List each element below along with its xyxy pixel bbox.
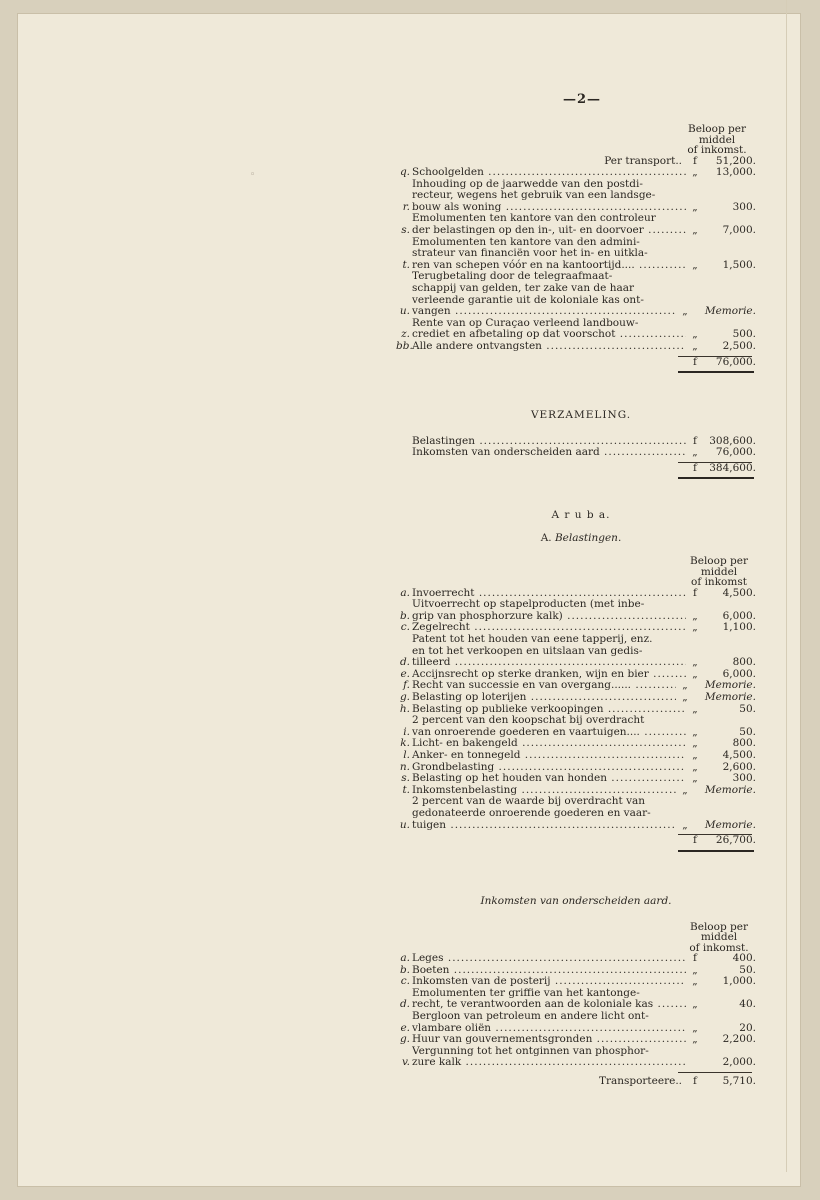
list-item: [396, 796, 756, 831]
item-text: [412, 213, 686, 236]
item-amount: 6,000.: [722, 609, 756, 622]
item-currency: „: [692, 667, 698, 680]
curacao-section: [396, 124, 756, 373]
aruba-title: A r u b a.: [551, 509, 611, 521]
item-line: Vergunning tot het ontginnen van phosphor-: [412, 1045, 649, 1057]
list-item: [396, 213, 756, 236]
item-line: Belasting op loterijen .....: [412, 692, 676, 704]
item-currency: „: [692, 963, 698, 976]
item-currency: f: [693, 434, 697, 447]
item-text: [412, 1011, 686, 1034]
item-amount: Memorie.: [704, 783, 756, 796]
item-text: [412, 953, 686, 965]
item-line: Alle andere ontvangsten .....: [412, 341, 686, 353]
item-currency: „: [692, 749, 698, 761]
item-amount: 6,000.: [722, 667, 756, 680]
item-currency: „: [682, 783, 688, 796]
aruba-column-header: Beloop per middel of inkomst: [690, 555, 748, 589]
item-line: crediet en afbetaling op dat voorschot .....: [412, 329, 686, 341]
item-line: Invoerrecht .....: [412, 588, 686, 600]
list-item: [396, 692, 756, 704]
item-letter: c.: [400, 621, 410, 634]
item-line: gedonateerde onroerende goederen en vaar-: [412, 806, 651, 819]
item-text: [412, 680, 676, 692]
list-item: [396, 1034, 756, 1046]
item-text: [412, 634, 686, 669]
item-amount: 50.: [739, 963, 756, 976]
list-item: [396, 341, 756, 353]
aruba-items: [396, 588, 756, 831]
item-text: [412, 692, 676, 704]
item-line: Huur van gouvernementsgronden .....: [412, 1034, 686, 1046]
item-currency: „: [682, 818, 688, 831]
list-item: [396, 588, 756, 600]
item-amount: 50.: [739, 702, 756, 715]
item-line: zure kalk .....: [412, 1057, 686, 1069]
item-line: Inhouding op de jaarwedde van den postdi-: [412, 178, 643, 190]
item-letter: l.: [403, 749, 410, 761]
item-letter: d.: [399, 998, 410, 1011]
item-line: Boeten .....: [412, 965, 686, 977]
item-letter: f.: [403, 679, 410, 692]
item-line: Accijnsrecht op sterke dranken, wijn en bier .....: [412, 669, 686, 681]
item-line: Inkomstenbelasting .....: [412, 785, 676, 797]
item-text: [412, 588, 686, 600]
item-amount: 500.: [732, 328, 756, 341]
list-item: [396, 669, 756, 681]
curacao-items: [396, 167, 756, 353]
item-currency: „: [682, 305, 688, 318]
list-item: [396, 271, 756, 317]
item-text: [412, 785, 676, 797]
item-letter: u.: [399, 818, 410, 831]
item-line: Belasting op het houden van honden .....: [412, 773, 686, 785]
item-currency: „: [692, 760, 698, 773]
list-item: [396, 447, 756, 459]
inkomsten-title: Inkomsten van onderscheiden aard.: [480, 895, 672, 907]
item-letter: c.: [400, 975, 410, 988]
item-line: vangen .....: [412, 306, 676, 318]
item-line: van onroerende goederen en vaartuigen.... .....: [412, 727, 686, 739]
list-item: [396, 704, 756, 716]
item-letter: n.: [399, 760, 410, 773]
item-amount: 2,500.: [722, 340, 756, 352]
item-amount: 20.: [739, 1021, 756, 1034]
item-text: [412, 436, 686, 448]
item-text: [412, 750, 686, 762]
page-number: —2—: [563, 92, 602, 107]
verzameling-title: VERZAMELING.: [530, 409, 632, 421]
item-text: [412, 179, 686, 214]
item-currency: „: [692, 340, 698, 352]
item-currency: „: [692, 772, 698, 785]
item-line: verleende garantie uit de koloniale kas ont-: [412, 293, 644, 306]
item-line: Schoolgelden .....: [412, 167, 686, 179]
item-amount: 13,000.: [715, 166, 756, 179]
item-letter: t.: [402, 783, 410, 796]
paper-mark: ◦: [250, 170, 256, 180]
item-amount: 7,000.: [722, 224, 756, 237]
list-item: [396, 318, 756, 341]
item-letter: i.: [403, 725, 410, 738]
list-item: [396, 988, 756, 1011]
item-text: [412, 599, 686, 622]
item-text: [412, 988, 686, 1011]
item-currency: „: [692, 702, 698, 715]
list-item: [396, 599, 756, 622]
item-amount: 2,000.: [722, 1056, 756, 1069]
item-currency: „: [692, 1033, 698, 1046]
item-amount: 2,200.: [722, 1033, 756, 1046]
item-amount: 300.: [732, 200, 756, 213]
item-currency: f: [693, 952, 697, 965]
item-text: [412, 622, 686, 634]
item-text: [412, 341, 686, 353]
item-amount: 300.: [732, 772, 756, 785]
item-line: Inkomsten van de posterij .....: [412, 976, 686, 988]
item-currency: „: [692, 998, 698, 1011]
item-line: strateur van financiën voor het in- en uitkla-: [412, 247, 648, 260]
item-text: [412, 447, 686, 459]
item-amount: 308,600.: [709, 434, 756, 447]
item-currency: „: [692, 224, 698, 237]
curacao-total: f 76,000.: [693, 355, 756, 368]
item-amount: Memorie.: [704, 679, 756, 692]
item-currency: „: [692, 328, 698, 341]
item-line: Zegelrecht .....: [412, 622, 686, 634]
item-text: [412, 271, 676, 317]
item-text: [412, 738, 686, 750]
item-text: [412, 1046, 686, 1069]
item-amount: 800.: [732, 656, 756, 669]
list-item: [396, 976, 756, 988]
list-item: [396, 634, 756, 669]
inkomsten-items: [396, 953, 756, 1069]
item-line: bouw als woning .....: [412, 202, 686, 214]
transport-in-row: Per transport.. f 51,200.: [604, 154, 756, 167]
transport-out-row: Transporteere.. f 5,710.: [598, 1075, 756, 1088]
item-letter: v.: [401, 1056, 410, 1069]
item-amount: 1,000.: [722, 975, 756, 988]
item-letter: z.: [401, 328, 410, 341]
item-text: [412, 1034, 686, 1046]
item-amount: 800.: [732, 737, 756, 750]
item-currency: „: [692, 609, 698, 622]
item-text: [412, 704, 686, 716]
item-text: [412, 318, 686, 341]
item-line: Grondbelasting .....: [412, 762, 686, 774]
verzameling-total: f 384,600.: [693, 461, 756, 474]
item-line: der belastingen op den in-, uit- en doorvoer .....: [412, 225, 686, 237]
inkomsten-column-header: Beloop per middel of inkomst.: [689, 920, 749, 954]
list-item: [396, 773, 756, 785]
item-line: 2 percent van de waarde bij overdracht van: [412, 796, 646, 808]
item-line: Bergloon van petroleum en andere licht ont-: [412, 1011, 649, 1023]
item-line: Inkomsten van onderscheiden aard .....: [412, 447, 686, 459]
item-currency: „: [692, 975, 698, 988]
list-item: [396, 1046, 756, 1069]
item-line: recht, te verantwoorden aan de koloniale kas .....: [412, 999, 686, 1011]
item-currency: „: [692, 656, 698, 669]
item-amount: 4,500.: [722, 586, 756, 599]
item-text: [412, 762, 686, 774]
item-text: [412, 796, 676, 831]
verzameling-section: [396, 410, 756, 479]
item-text: [412, 715, 686, 738]
item-line: Emolumenten ten kantore van den admini-: [412, 236, 640, 248]
item-amount: Memorie.: [704, 691, 756, 704]
item-line: 2 percent van den koopschat bij overdracht: [412, 715, 645, 727]
item-text: [412, 167, 686, 179]
column-header: Beloop per middel of inkomst.: [687, 123, 747, 156]
item-line: ren van schepen vóór en na kantoortijd.... .....: [412, 260, 686, 272]
item-line: Belasting op publieke verkoopingen .....: [412, 704, 686, 716]
item-text: [412, 976, 686, 988]
item-line: Recht van successie en van overgang...... .....: [412, 680, 676, 692]
list-item: [396, 622, 756, 634]
item-line: tuigen .....: [412, 820, 676, 832]
item-line: Leges .....: [412, 953, 686, 965]
item-letter: e.: [400, 667, 410, 680]
item-line: grip van phosphorzure kalk) .....: [412, 611, 686, 623]
list-item: [396, 237, 756, 272]
item-currency: „: [692, 737, 698, 750]
item-line: Rente van op Curaçao verleend landbouw-: [412, 317, 639, 329]
page-fold: [786, 0, 787, 1172]
item-amount: 50.: [739, 725, 756, 738]
item-amount: 4,500.: [722, 749, 756, 761]
item-line: schappij van gelden, ter zake van de haar: [412, 282, 635, 295]
item-letter: r.: [402, 200, 410, 213]
item-currency: „: [682, 679, 688, 692]
item-currency: „: [692, 166, 698, 179]
item-text: [412, 237, 686, 272]
item-letter: b.: [399, 609, 410, 622]
item-amount: 1,100.: [722, 621, 756, 634]
list-item: [396, 965, 756, 977]
item-letter: a.: [400, 586, 410, 599]
list-item: [396, 762, 756, 774]
item-letter: e.: [400, 1021, 410, 1034]
list-item: [396, 738, 756, 750]
item-line: Licht- en bakengeld .....: [412, 738, 686, 750]
item-currency: „: [692, 446, 698, 459]
item-amount: 400.: [732, 952, 756, 965]
list-item: [396, 167, 756, 179]
item-text: [412, 669, 686, 681]
item-letter: t.: [402, 258, 410, 271]
aruba-subtitle: A. Belastingen.: [540, 531, 622, 544]
aruba-total: f 26,700.: [693, 834, 756, 847]
item-line: vlambare oliën .....: [412, 1023, 686, 1035]
item-letter: b.: [399, 963, 410, 976]
item-letter: d.: [399, 656, 410, 669]
item-amount: 40.: [739, 998, 756, 1011]
item-letter: s.: [401, 224, 410, 237]
aruba-section: [396, 510, 756, 852]
item-amount: Memorie.: [704, 818, 756, 831]
item-line: recteur, wegens het gebruik van een landsge-: [412, 189, 656, 202]
item-line: en tot het verkoopen en uitslaan van gedis-: [412, 644, 643, 657]
list-item: [396, 680, 756, 692]
list-item: [396, 715, 756, 738]
item-letter: a.: [400, 952, 410, 965]
item-text: [412, 773, 686, 785]
item-currency: „: [692, 725, 698, 738]
item-amount: Memorie.: [704, 305, 756, 318]
item-currency: „: [692, 200, 698, 213]
item-letter: q.: [399, 166, 410, 179]
item-amount: 76,000.: [715, 446, 756, 459]
item-letter: g.: [399, 691, 410, 704]
item-amount: 2,600.: [722, 760, 756, 773]
item-line: Belastingen .....: [412, 436, 686, 448]
item-line: Anker- en tonnegeld .....: [412, 750, 686, 762]
total-double-rule: [678, 371, 754, 373]
item-line: Uitvoerrecht op stapelproducten (met inbe-: [412, 599, 645, 611]
item-text: [412, 965, 686, 977]
item-letter: h.: [399, 702, 410, 715]
item-letter: s.: [401, 772, 410, 785]
item-letter: bb.: [396, 340, 413, 352]
inkomsten-section: [396, 896, 756, 1088]
list-item: [396, 179, 756, 214]
list-item: [396, 750, 756, 762]
item-letter: u.: [399, 305, 410, 318]
item-line: Patent tot het houden van eene tapperij, enz.: [412, 634, 653, 646]
item-amount: 1,500.: [722, 258, 756, 271]
list-item: [396, 785, 756, 797]
item-line: Terugbetaling door de telegraafmaat-: [412, 271, 613, 283]
item-line: Emolumenten ter griffie van het kantonge-: [412, 987, 640, 999]
item-currency: „: [692, 621, 698, 634]
list-item: [396, 436, 756, 448]
list-item: [396, 1011, 756, 1034]
item-currency: „: [682, 691, 688, 704]
item-line: Emolumenten ten kantore van den controleur: [412, 213, 656, 225]
item-letter: g.: [399, 1033, 410, 1046]
item-currency: „: [692, 1021, 698, 1034]
item-line: tilleerd .....: [412, 657, 686, 669]
item-letter: k.: [400, 737, 410, 750]
item-currency: „: [692, 258, 698, 271]
list-item: [396, 953, 756, 965]
item-currency: f: [693, 586, 697, 599]
